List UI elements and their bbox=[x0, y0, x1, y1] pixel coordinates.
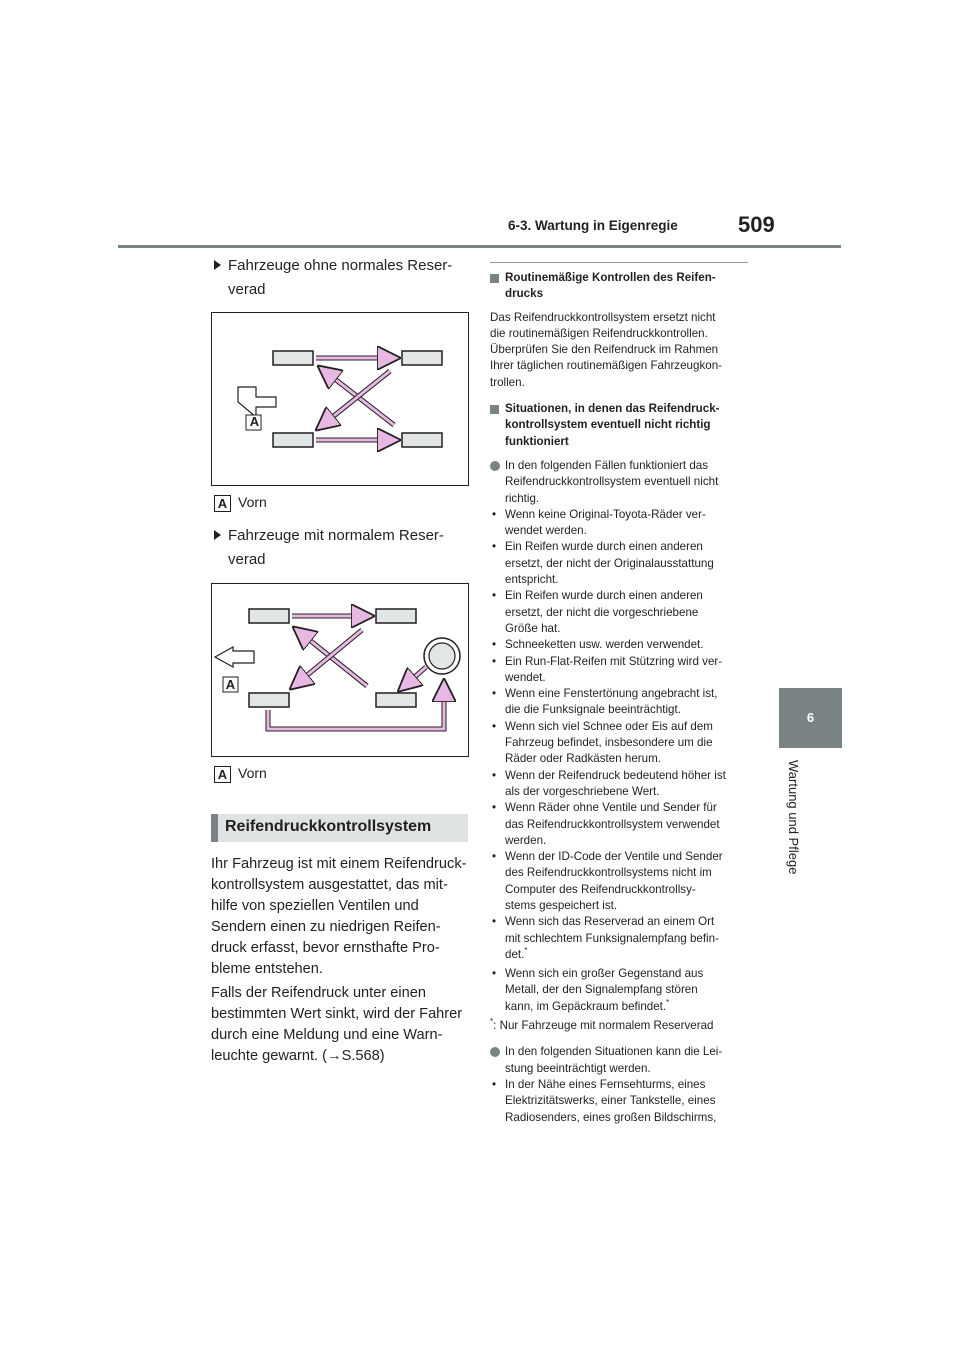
text-line: Wenn sich viel Schnee oder Eis auf dem bbox=[505, 719, 713, 733]
text-line: trollen. bbox=[490, 375, 525, 389]
text-line: wendet. bbox=[505, 670, 546, 684]
text-line: Überprüfen Sie den Reifendruck im Rahmen bbox=[490, 343, 719, 357]
tire-rear-left bbox=[249, 693, 289, 707]
column-rule bbox=[490, 262, 748, 263]
text-line: Ein Reifen wurde durch einen anderen bbox=[505, 589, 703, 603]
text-line: Fahrzeug befindet, insbesondere um die bbox=[505, 736, 713, 750]
list-item: • Wenn sich viel Schnee oder Eis auf dem Fahrzeug befindet, insbesondere um die Räder oder Radkästen herum. bbox=[490, 719, 752, 768]
text-line: In der Nähe eines Fernsehturms, eines bbox=[505, 1077, 706, 1091]
chapter-label: Wartung und Pflege bbox=[786, 760, 801, 875]
text-line: mit schlechtem Funksignalempfang befin- bbox=[505, 931, 719, 945]
list-item: • Wenn eine Fenstertönung angebracht ist, die die Funksignale beeinträchtigt. bbox=[490, 686, 752, 719]
text-line: das Reifendruckkontrollsystem verwendet bbox=[505, 817, 720, 831]
list-item: • Wenn keine Original-Toyota-Räder ver- wendet werden. bbox=[490, 507, 752, 540]
legend-front bbox=[214, 494, 267, 512]
text-line: wendet werden. bbox=[505, 524, 587, 538]
variant-heading-with-spare bbox=[214, 524, 464, 572]
list-item: • Wenn sich ein großer Gegenstand aus Metall, der den Signalempfang stören kann, im Gepäckraum befindet.* bbox=[490, 966, 752, 1015]
text-line: Wenn der ID-Code der Ventile und Sender bbox=[505, 850, 723, 864]
triangle-bullet-icon bbox=[214, 530, 221, 540]
paragraph-routine bbox=[490, 310, 752, 391]
text-line: entspricht. bbox=[505, 573, 559, 587]
chapter-number: 6 bbox=[806, 710, 815, 725]
list-item: • Wenn sich das Reserverad an einem Ort mit schlechtem Funksignalempfang befin- det.* bbox=[490, 914, 752, 963]
list-item: • Wenn der ID-Code der Ventile und Sender des Reifendruckkontrollsystems nicht im Computer des Reifendruckkontrollsy- stems gespeichert ist. bbox=[490, 849, 752, 914]
note-performance bbox=[490, 1044, 752, 1077]
text-line: stung beeinträchtigt werden. bbox=[505, 1061, 651, 1075]
list-item: • In der Nähe eines Fernsehturms, eines Elektrizitätswerks, einer Tankstelle, eines Radiosenders, eines großen Bildschirms, bbox=[490, 1077, 752, 1126]
text-line: durch eine Meldung und eine Warn- bbox=[211, 1027, 443, 1043]
text-line: Computer des Reifendruckkontrollsy- bbox=[505, 882, 696, 896]
text-line: richtig. bbox=[505, 491, 540, 505]
footnote-marker: * bbox=[666, 997, 670, 1007]
square-bullet-icon bbox=[490, 274, 499, 283]
tire-rear-right bbox=[376, 693, 416, 707]
text-line: Wenn der Reifendruck bedeutend höher ist bbox=[505, 768, 726, 782]
text-line: Routinemäßige Kontrollen des Reifen- bbox=[505, 271, 716, 284]
variant-line: Fahrzeuge mit normalem Reser- bbox=[228, 527, 444, 544]
text-line: druck erfasst, bevor ernsthafte Pro- bbox=[211, 940, 440, 956]
list-item: • Ein Reifen wurde durch einen anderen ersetzt, der nicht die vorgeschriebene Größe hat. bbox=[490, 588, 752, 637]
text-line: Ihr Fahrzeug ist mit einem Reifendruck- bbox=[211, 856, 467, 872]
list-item: • Schneeketten usw. werden verwendet. bbox=[490, 637, 752, 653]
bullet-list bbox=[490, 507, 752, 914]
text-line: stems gespeichert ist. bbox=[505, 898, 618, 912]
text-line: Ein Run-Flat-Reifen mit Stützring wird ver- bbox=[505, 654, 723, 668]
variant-line: Fahrzeuge ohne normales Reser- bbox=[228, 257, 453, 274]
variant-line: verad bbox=[228, 281, 266, 298]
tire-rotation-diagram bbox=[212, 313, 468, 485]
text-line: ersetzt, der nicht die vorgeschriebene bbox=[505, 605, 699, 619]
text-line: kann, im Gepäckraum befindet.* bbox=[505, 997, 670, 1013]
legend-text: Vorn bbox=[238, 494, 267, 510]
text-line: des Reifendruckkontrollsystems nicht im bbox=[505, 866, 712, 880]
text-line: die die Funksignale beeinträchtigt. bbox=[505, 703, 681, 717]
text-line: bleme entstehen. bbox=[211, 961, 323, 977]
rotation-diagram-without-spare bbox=[211, 312, 469, 486]
text-line: funktioniert bbox=[505, 434, 569, 448]
text-line: Situationen, in denen das Reifendruck- bbox=[505, 402, 720, 416]
circle-bullet-icon bbox=[490, 461, 500, 471]
list-item: • Wenn Räder ohne Ventile und Sender für das Reifendruckkontrollsystem verwendet werden. bbox=[490, 800, 752, 849]
text-line: Wenn sich ein großer Gegenstand aus bbox=[505, 967, 704, 981]
footnote-marker: * bbox=[490, 1017, 494, 1027]
paragraph-warning bbox=[211, 983, 473, 1067]
text-line: Sendern einen zu niedrigen Reifen- bbox=[211, 919, 441, 935]
tire-front-left bbox=[273, 351, 313, 365]
subheading-routine bbox=[490, 270, 752, 303]
text-line: Räder oder Radkästen herum. bbox=[505, 752, 661, 766]
front-direction-arrow-icon bbox=[238, 387, 276, 417]
text-line: ersetzt, der nicht der Originalausstattung bbox=[505, 556, 714, 570]
variant-line: verad bbox=[228, 551, 266, 568]
text-line: Metall, der den Signalempfang stören bbox=[505, 983, 698, 997]
square-bullet-icon bbox=[490, 405, 499, 414]
tire-front-left bbox=[249, 609, 289, 623]
variant-heading-without-spare bbox=[214, 254, 464, 302]
circle-bullet-icon bbox=[490, 1047, 500, 1057]
text-line: kontrollsystem ausgestattet, das mit- bbox=[211, 877, 448, 893]
text-line: Ein Reifen wurde durch einen anderen bbox=[505, 540, 703, 554]
figure-label-a: A bbox=[249, 414, 260, 429]
text-line: Reifendruckkontrollsystem eventuell nicht bbox=[505, 475, 719, 489]
heading-text: Reifendruckkontrollsystem bbox=[225, 818, 432, 835]
text-line: Wenn keine Original-Toyota-Räder ver- bbox=[505, 507, 706, 521]
text-line: Radiosenders, eines großen Bildschirms, bbox=[505, 1110, 717, 1124]
figure-label-a: A bbox=[225, 677, 236, 692]
tire-rotation-diagram bbox=[212, 584, 468, 756]
rotation-diagram-with-spare bbox=[211, 583, 469, 757]
text-line: Ihrer täglichen routinemäßigen Fahrzeugkon- bbox=[490, 359, 722, 373]
paragraph-intro bbox=[211, 854, 473, 980]
legend-badge: A bbox=[214, 495, 231, 512]
heading-accent-bar bbox=[211, 814, 218, 842]
list-item: • Wenn der Reifendruck bedeutend höher ist als der vorgeschriebene Wert. bbox=[490, 768, 752, 801]
text-line: In den folgenden Situationen kann die Lei- bbox=[505, 1045, 723, 1059]
section-title: 6-3. Wartung in Eigenregie bbox=[508, 218, 678, 233]
text-line: kontrollsystem eventuell nicht richtig bbox=[505, 418, 711, 432]
tire-rear-right bbox=[402, 433, 442, 447]
text-line: Wenn eine Fenstertönung angebracht ist, bbox=[505, 687, 718, 701]
front-direction-arrow-icon bbox=[215, 647, 254, 667]
text-line: bestimmten Wert sinkt, wird der Fahrer bbox=[211, 1006, 463, 1022]
subheading-situations bbox=[490, 401, 752, 450]
note-cases bbox=[490, 458, 752, 507]
tire-rear-left bbox=[273, 433, 313, 447]
text-line: leuchte gewarnt. (→S.568) bbox=[211, 1048, 385, 1064]
text-line: Das Reifendruckkontrollsystem ersetzt nicht bbox=[490, 310, 716, 324]
header-rule bbox=[118, 245, 841, 248]
text-line: werden. bbox=[505, 833, 547, 847]
triangle-bullet-icon bbox=[214, 260, 221, 270]
text-line: Elektrizitätswerks, einer Tankstelle, eines bbox=[505, 1094, 716, 1108]
right-column bbox=[490, 270, 752, 1126]
legend-badge: A bbox=[214, 766, 231, 783]
text-line: die routinemäßigen Reifendruckkontrollen. bbox=[490, 326, 708, 340]
text-line: Wenn sich das Reserverad an einem Ort bbox=[505, 915, 715, 929]
section-heading bbox=[211, 814, 468, 842]
footnote-marker: * bbox=[524, 946, 528, 956]
text-line: Größe hat. bbox=[505, 621, 561, 635]
text-line: Falls der Reifendruck unter einen bbox=[211, 985, 426, 1001]
list-item: • Ein Reifen wurde durch einen anderen ersetzt, der nicht der Originalausstattung entspricht. bbox=[490, 539, 752, 588]
legend-front bbox=[214, 765, 267, 783]
list-item: • Ein Run-Flat-Reifen mit Stützring wird ver- wendet. bbox=[490, 654, 752, 687]
text-line: hilfe von speziellen Ventilen und bbox=[211, 898, 419, 914]
text-line: Wenn Räder ohne Ventile und Sender für bbox=[505, 801, 717, 815]
tire-front-right bbox=[376, 609, 416, 623]
text-line: In den folgenden Fällen funktioniert das bbox=[505, 458, 709, 472]
text-line: Schneeketten usw. werden verwendet. bbox=[505, 638, 704, 652]
text-line: als der vorgeschriebene Wert. bbox=[505, 784, 660, 798]
footnote: *: Nur Fahrzeuge mit normalem Reserverad bbox=[490, 1017, 714, 1033]
legend-text: Vorn bbox=[238, 765, 267, 781]
tire-front-right bbox=[402, 351, 442, 365]
text-line: drucks bbox=[505, 287, 544, 301]
page-number: 509 bbox=[738, 212, 775, 237]
chapter-tab bbox=[779, 688, 842, 748]
text-line: det.* bbox=[505, 946, 528, 961]
